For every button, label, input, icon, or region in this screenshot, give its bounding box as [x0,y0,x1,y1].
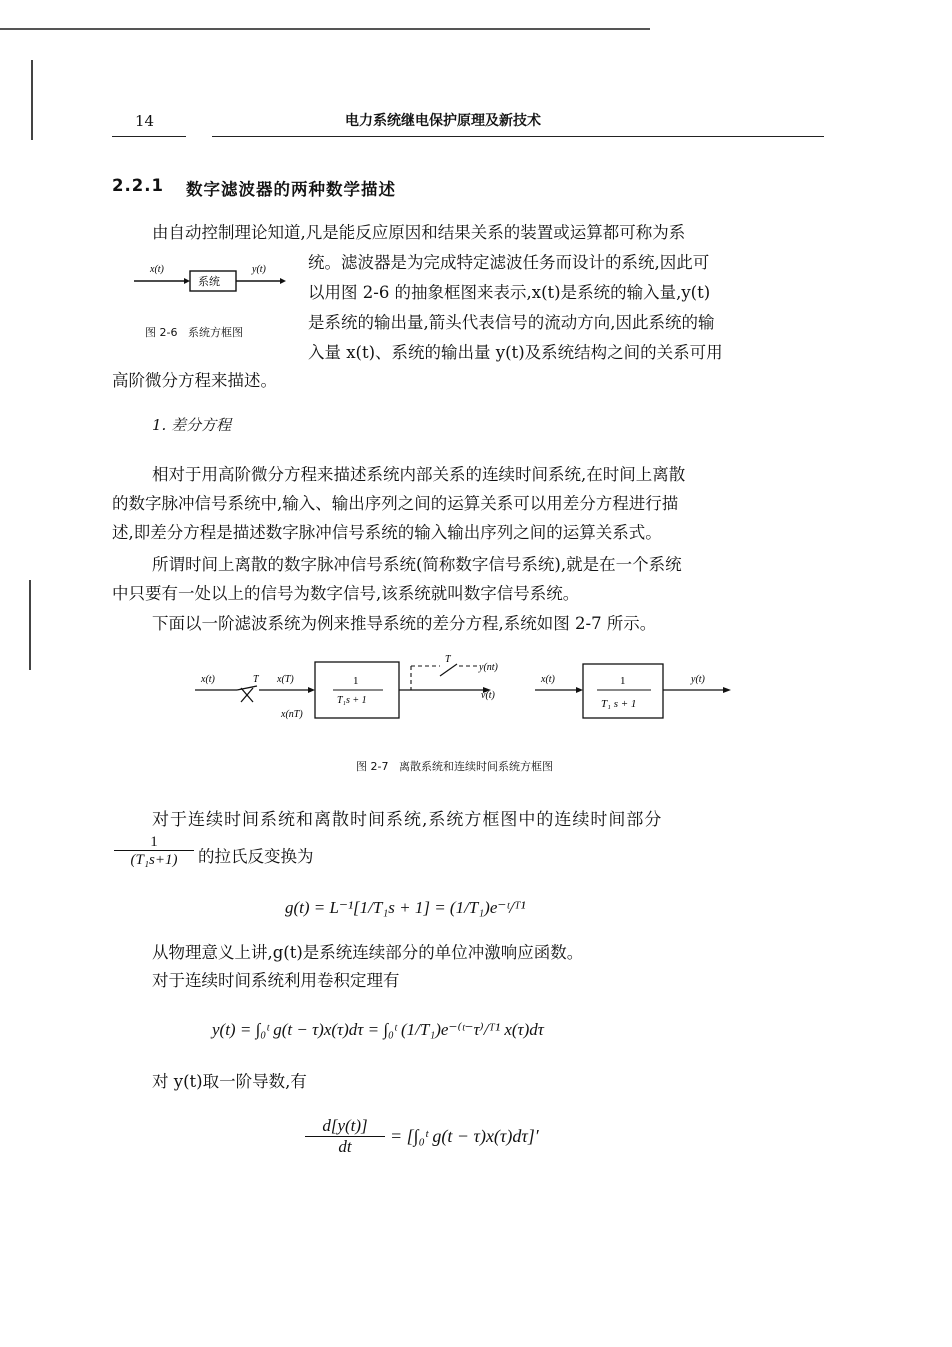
header-rule-right [212,136,824,137]
intro-line-5: 入量 x(t)、系统的输出量 y(t)及系统结构之间的关系可用 [308,343,723,362]
scan-top-line [0,28,650,30]
fig26-output-label: y(t) [252,264,266,275]
fraction-denominator: (T₁s+1) [130,852,178,868]
fig27-out-right: y(t) [691,674,705,685]
para4-line-1: 对于连续时间系统和离散时间系统,系统方框图中的连续时间部分 [152,810,663,830]
fig27-xnt-label: x(nT) [281,709,303,720]
equation-3-lhs [305,1116,385,1157]
fig27-dashed-T: T [445,654,451,665]
figure-2-6-caption: 图 2-6 系统方框图 [145,326,243,339]
para2-line-1: 所谓时间上离散的数字脉冲信号系统(简称数字信号系统),就是在一个系统 [152,555,682,574]
running-title: 电力系统继电保护原理及新技术 [345,113,541,129]
intro-line-6: 高阶微分方程来描述。 [112,371,277,390]
eq3-denominator: dt [338,1137,352,1156]
equation-3-rhs: = [∫₀ᵗ g(t − τ)x(τ)dτ]′ [390,1126,539,1146]
fig26-input-label: x(t) [150,264,164,275]
para1-line-2: 的数字脉冲信号系统中,输入、输出序列之间的运算关系可以用差分方程进行描 [112,494,679,513]
para4-fraction [112,834,196,869]
intro-line-2: 统。滤波器是为完成特定滤波任务而设计的系统,因此可 [308,253,710,272]
para4-tail: 的拉氏反变换为 [198,847,314,866]
fig27-box-numerator: 1 [353,675,359,687]
fig27-box2-numerator: 1 [620,675,626,687]
intro-line-4: 是系统的输出量,箭头代表信号的流动方向,因此系统的输 [308,313,715,332]
para3-line-1: 下面以一阶滤波系统为例来推导系统的差分方程,系统如图 2-7 所示。 [152,614,657,633]
fig27-out-ynt: y(nt) [479,662,498,673]
fig27-out-vt: v(t) [481,690,495,701]
figure-2-6-diagram [130,258,290,298]
para5-line-2: 对于连续时间系统利用卷积定理有 [152,971,400,990]
fig27-sampler-label: T [253,674,259,685]
fig27-box-denominator: T₁s + 1 [337,695,367,706]
para1-line-3: 述,即差分方程是描述数字脉冲信号系统的输入输出序列之间的运算关系式。 [112,523,662,542]
para5-line-1: 从物理意义上讲,g(t)是系统连续部分的单位冲激响应函数。 [152,943,584,962]
equation-1: g(t) = L⁻¹[1/T₁s + 1] = (1/T₁)e⁻ᵗ/ᵀ¹ [285,898,526,917]
equation-2: y(t) = ∫₀ᵗ g(t − τ)x(τ)dτ = ∫₀ᵗ (1/T₁)e⁻⁽ᵗ⁻τ⁾/ᵀ¹ x(τ)dτ [212,1020,544,1039]
fig27-in-left: x(t) [201,674,215,685]
section-title: 数字滤波器的两种数学描述 [186,180,396,199]
fig26-box-label: 系统 [198,276,220,288]
intro-line-1: 由自动控制理论知道,凡是能反应原因和结果关系的装置或运算都可称为系 [152,223,686,242]
figure-2-7-caption: 图 2-7 离散系统和连续时间系统方框图 [356,760,553,773]
figure-2-7-diagram [195,652,740,732]
header-rule-left [112,136,186,137]
para6-line-1: 对 y(t)取一阶导数,有 [152,1072,307,1091]
para1-line-1: 相对于用高阶微分方程来描述系统内部关系的连续时间系统,在时间上离散 [152,465,686,484]
fraction-numerator: 1 [150,834,158,850]
fig27-sampled-label: x(T) [277,674,294,685]
scan-margin-mark [31,60,33,140]
intro-line-3: 以用图 2-6 的抽象框图来表示,x(t)是系统的输入量,y(t) [308,283,711,302]
eq3-numerator: d[y(t)] [322,1116,368,1135]
scan-margin-mark [29,580,31,670]
subsection-title: 1. 差分方程 [152,416,232,434]
para2-line-2: 中只要有一处以上的信号为数字信号,该系统就叫数字信号系统。 [112,584,580,603]
page-number: 14 [135,112,155,130]
fig27-box2-denominator: T₁ s + 1 [601,698,637,710]
section-number: 2.2.1 [112,176,164,195]
fig27-in-right: x(t) [541,674,555,685]
